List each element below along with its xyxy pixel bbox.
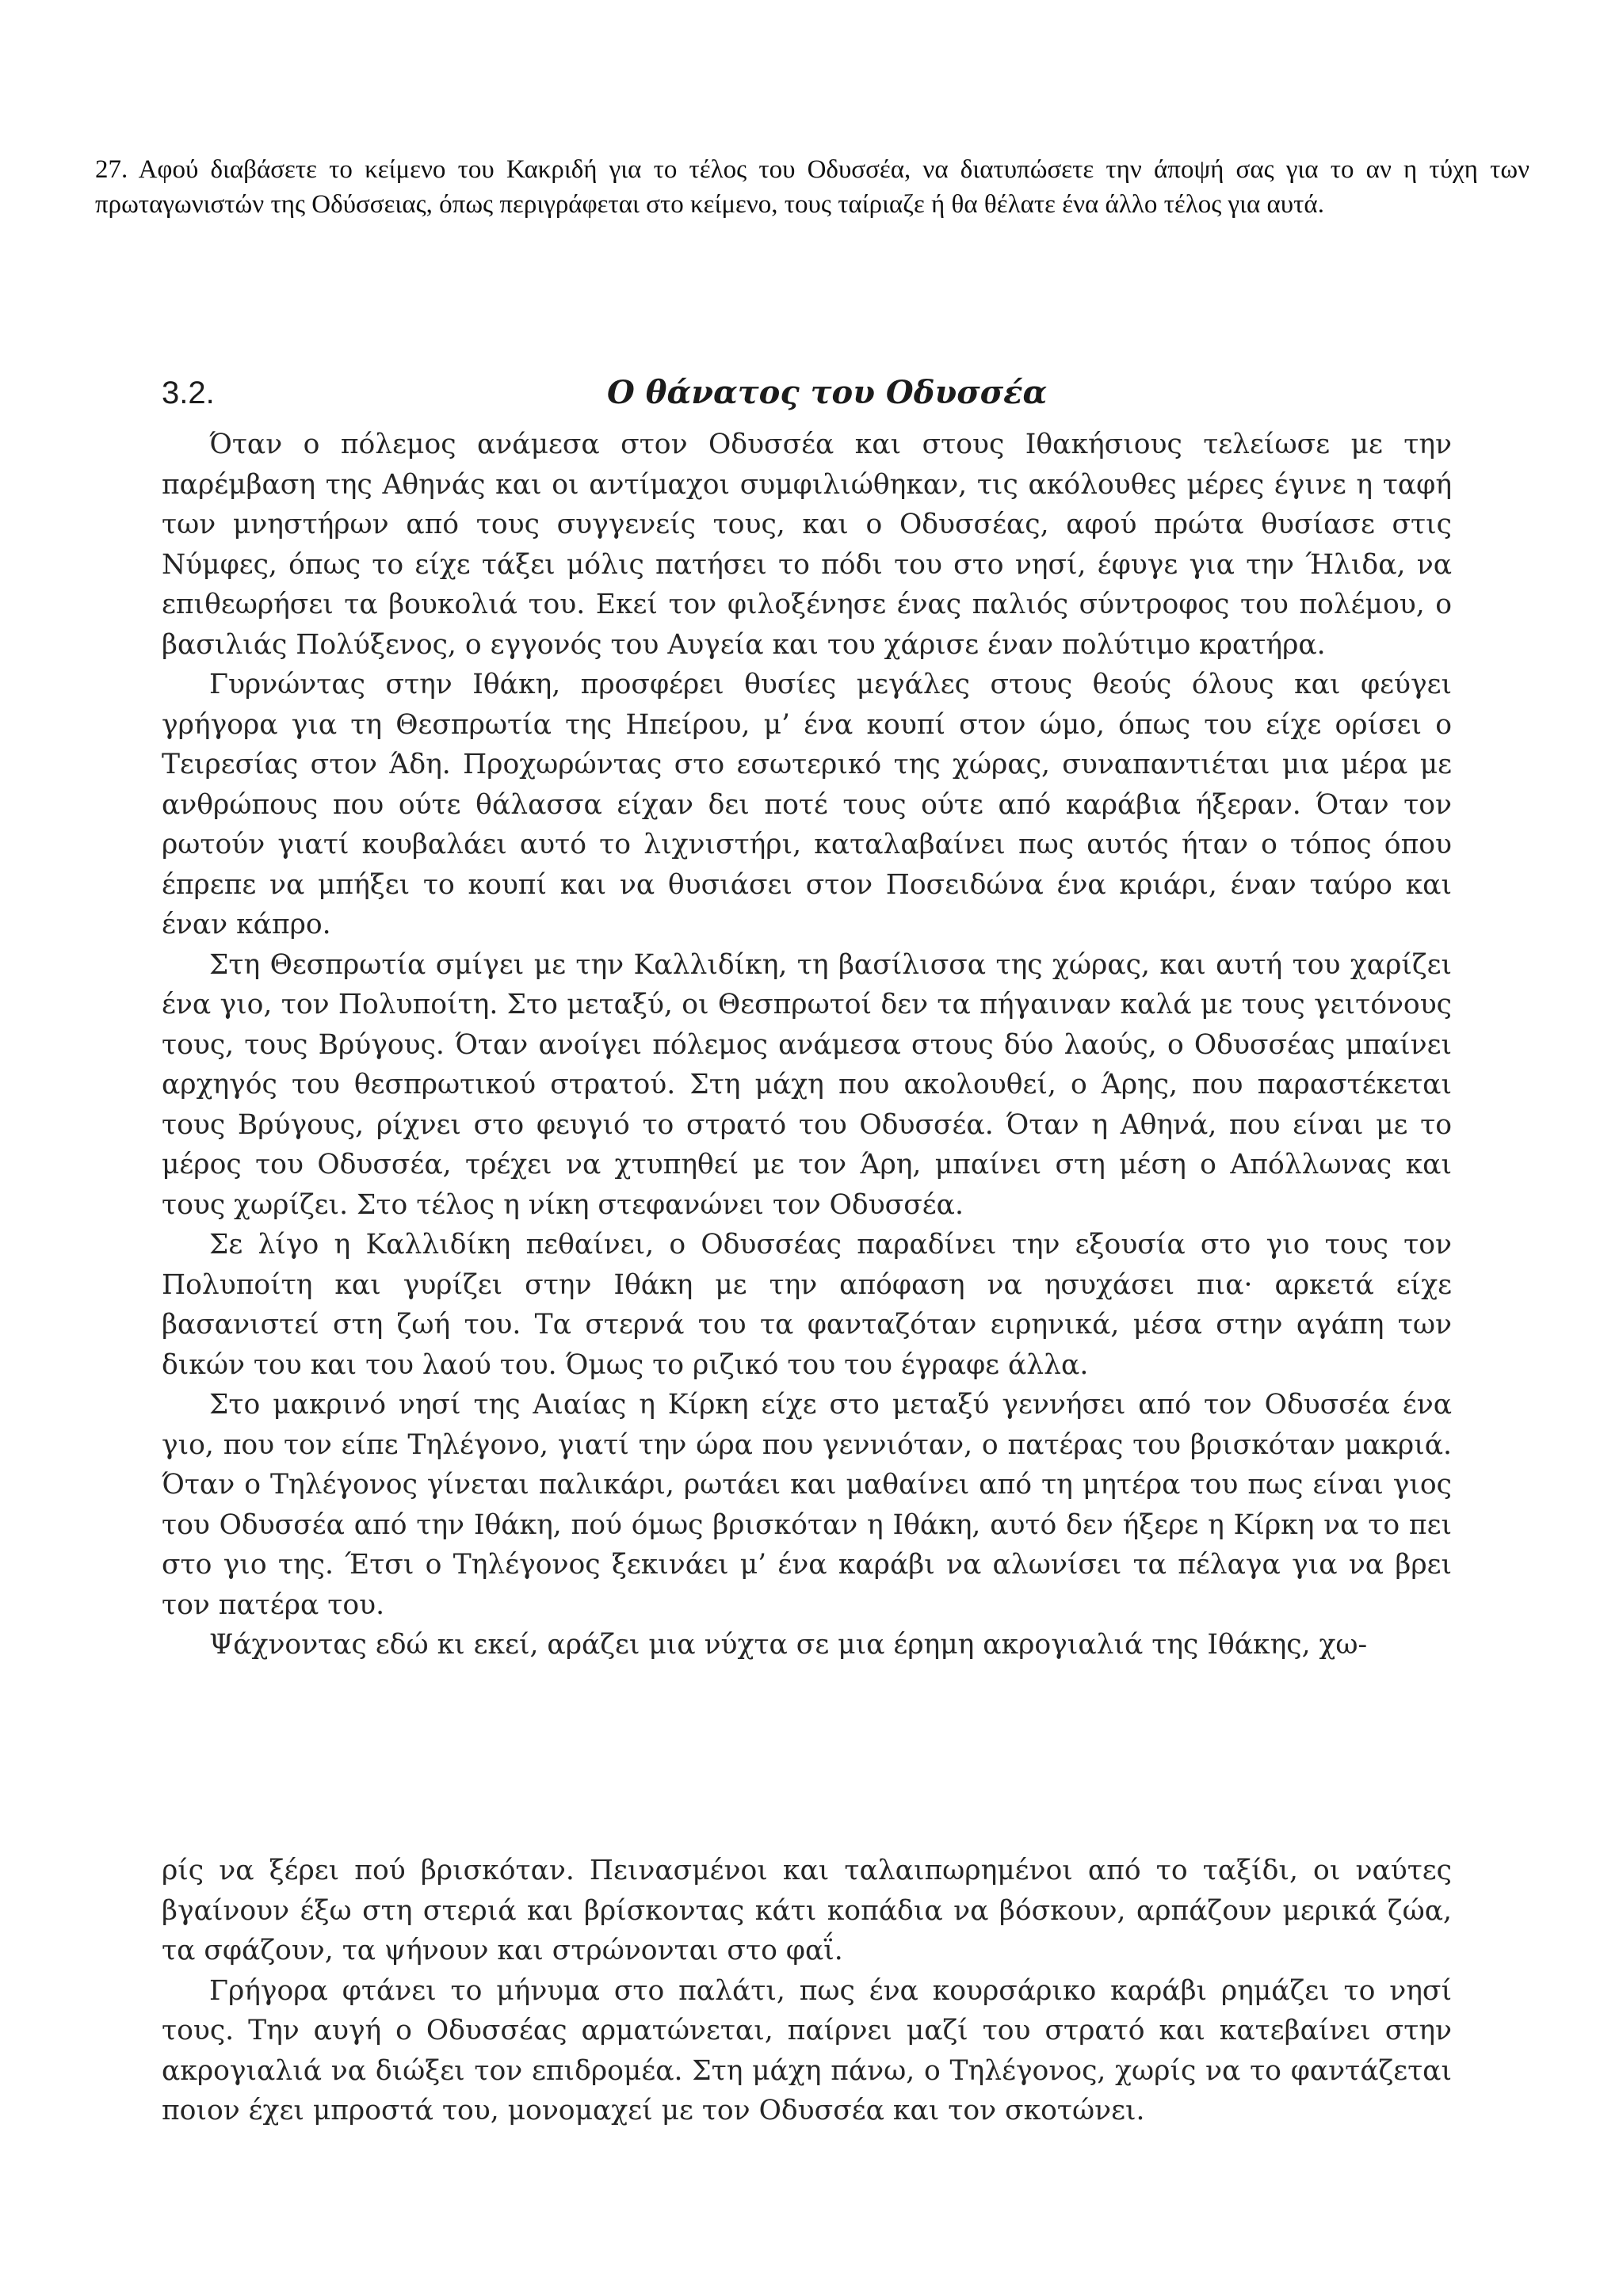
section-heading <box>162 369 1447 417</box>
paragraph-thesprotia-journey: Γυρνώντας στην Ιθάκη, προσφέρει θυσίες μεγάλες στους θεούς όλους και φεύγει γρήγορα για τη Θεσπρωτία της Ηπείρου, μ’ ένα κουπί στον ώμο, όπως του είχε ορίσει ο Τειρεσίας στον Άδη. Προχωρώντας στο εσωτερικό της χώρας, συναπαντιέται μια μέρα με ανθρώπους που ούτε θάλασσα είχαν δει ποτέ τους ούτε από καράβια ήξεραν. Όταν τον ρωτούν γιατί κουβαλάει αυτό το λιχνιστήρι, καταλαβαίνει πως αυτός ήταν ο τόπος όπου έπρεπε να μπήξει το κουπί και να θυσιάσει στον Ποσειδώνα ένα κριάρι, έναν ταύρο και έναν κάπρο. <box>162 669 1452 940</box>
paragraph-return-ithaca: Σε λίγο η Καλλιδίκη πεθαίνει, ο Οδυσσέας παραδίνει την εξουσία στο γιο τους τον Πολυποίτη και γυρίζει στην Ιθάκη με την απόφαση να ησυχάσει πια· αρκετά είχε βασανιστεί στη ζωή του. Τα στερνά του τα φανταζόταν ειρηνικά, μέσα στην αγάπη των δικών του και του λαού του. Όμως το ριζικό του του έγραφε άλλα. <box>162 1229 1452 1381</box>
section-body <box>162 425 1452 1665</box>
section-number: 3.2. <box>162 376 215 410</box>
paragraph-war-end: Όταν ο πόλεμος ανάμεσα στον Οδυσσέα και στους Ιθακήσιους τελείωσε με την παρέμβαση της Αθηνάς και οι αντίμαχοι συμφιλιώθηκαν, τις ακόλουθες μέρες έγινε η ταφή των μνηστήρων από τους συγγενείς τους, και ο Οδυσσέας, αφού πρώτα θυσίασε στις Νύμφες, όπως το είχε τάξει μόλις πατήσει το πόδι του στο νησί, έφυγε για την Ήλιδα, να επιθεωρήσει τα βουκολιά του. Εκεί τον φιλοξένησε ένας παλιός σύντροφος του πολέμου, ο βασιλιάς Πολύξενος, ο εγγονός του Αυγεία και του χάρισε έναν πολύτιμο κρατήρα. <box>162 429 1452 661</box>
section-title: Ο θάνατος του Οδυσσέα <box>607 374 1048 411</box>
paragraph-landing-continued: ρίς να ξέρει πού βρισκόταν. Πεινασμένοι και ταλαιπωρημένοι από το ταξίδι, οι ναύτες βγαίνουν έξω στη στεριά και βρίσκοντας κάτι κοπάδια να βόσκουν, αρπάζουν μερικά ζώα, τα σφάζουν, τα ψήνουν και στρώνονται στο φαΐ. <box>162 1855 1452 1966</box>
paragraph-kallidike: Στη Θεσπρωτία σμίγει με την Καλλιδίκη, τη βασίλισσα της χώρας, και αυτή του χαρίζει ένα γιο, τον Πολυποίτη. Στο μεταξύ, οι Θεσπρωτοί δεν τα πήγαιναν καλά με τους γειτόνους τους, τους Βρύγους. Όταν ανοίγει πόλεμος ανάμεσα στους δύο λαούς, ο Οδυσσέας μπαίνει αρχηγός του θεσπρωτικού στρατού. Στη μάχη που ακολουθεί, ο Άρης, που παραστέκεται τους Βρύγους, ρίχνει στο φευγιό το στρατό του Οδυσσέα. Όταν η Αθηνά, που είναι με το μέρος του Οδυσσέα, τρέχει να χτυπηθεί με τον Άρη, μπαίνει στη μέση ο Απόλλωνας και τους χωρίζει. Στο τέλος η νίκη στεφανώνει τον Οδυσσέα. <box>162 948 1452 1221</box>
exercise-question-27: 27. Αφού διαβάσετε το κείμενο του Κακριδή για το τέλος του Οδυσσέα, να διατυπώσετε την άποψή σας για το αν η τύχη των πρωταγωνιστών της Οδύσσειας, όπως περιγράφεται στο κείμενο, τους ταίριαζε ή θα θέλατε ένα άλλο τέλος για αυτά. <box>95 155 1529 219</box>
paragraph-odysseus-death: Γρήγορα φτάνει το μήνυμα στο παλάτι, πως ένα κουρσάρικο καράβι ρημάζει το νησί τους. Την αυγή ο Οδυσσέας αρματώνεται, παίρνει μαζί του στρατό και κατεβαίνει στην ακρογιαλιά να διώξει τον επιδρομέα. Στη μάχη πάνω, ο Τηλέγονος, χωρίς να το φαντάζεται ποιον έχει μπροστά του, μονομαχεί με τον Οδυσσέα και τον σκοτώνει. <box>162 1974 1452 2126</box>
paragraph-telegonus: Στο μακρινό νησί της Αιαίας η Κίρκη είχε στο μεταξύ γεννήσει από τον Οδυσσέα ένα γιο, που τον είπε Τηλέγονο, γιατί την ώρα που γεννιόταν, ο πατέρας του βρισκόταν μακριά. Όταν ο Τηλέγονος γίνεται παλικάρι, ρωτάει και μαθαίνει από τη μητέρα του πως είναι γιος του Οδυσσέα από την Ιθάκη, πού όμως βρισκόταν η Ιθάκη, αυτό δεν ήξερε η Κίρκη να το πει στο γιο της. Έτσι ο Τηλέγονος ξεκινάει μ’ ένα καράβι να αλωνίσει τα πέλαγα για να βρει τον πατέρα του. <box>162 1389 1452 1621</box>
paragraph-landing-start: Ψάχνοντας εδώ κι εκεί, αράζει μια νύχτα σε μια έρημη ακρογιαλιά της Ιθάκης, χω- <box>209 1629 1368 1661</box>
continued-text <box>162 1851 1452 2131</box>
